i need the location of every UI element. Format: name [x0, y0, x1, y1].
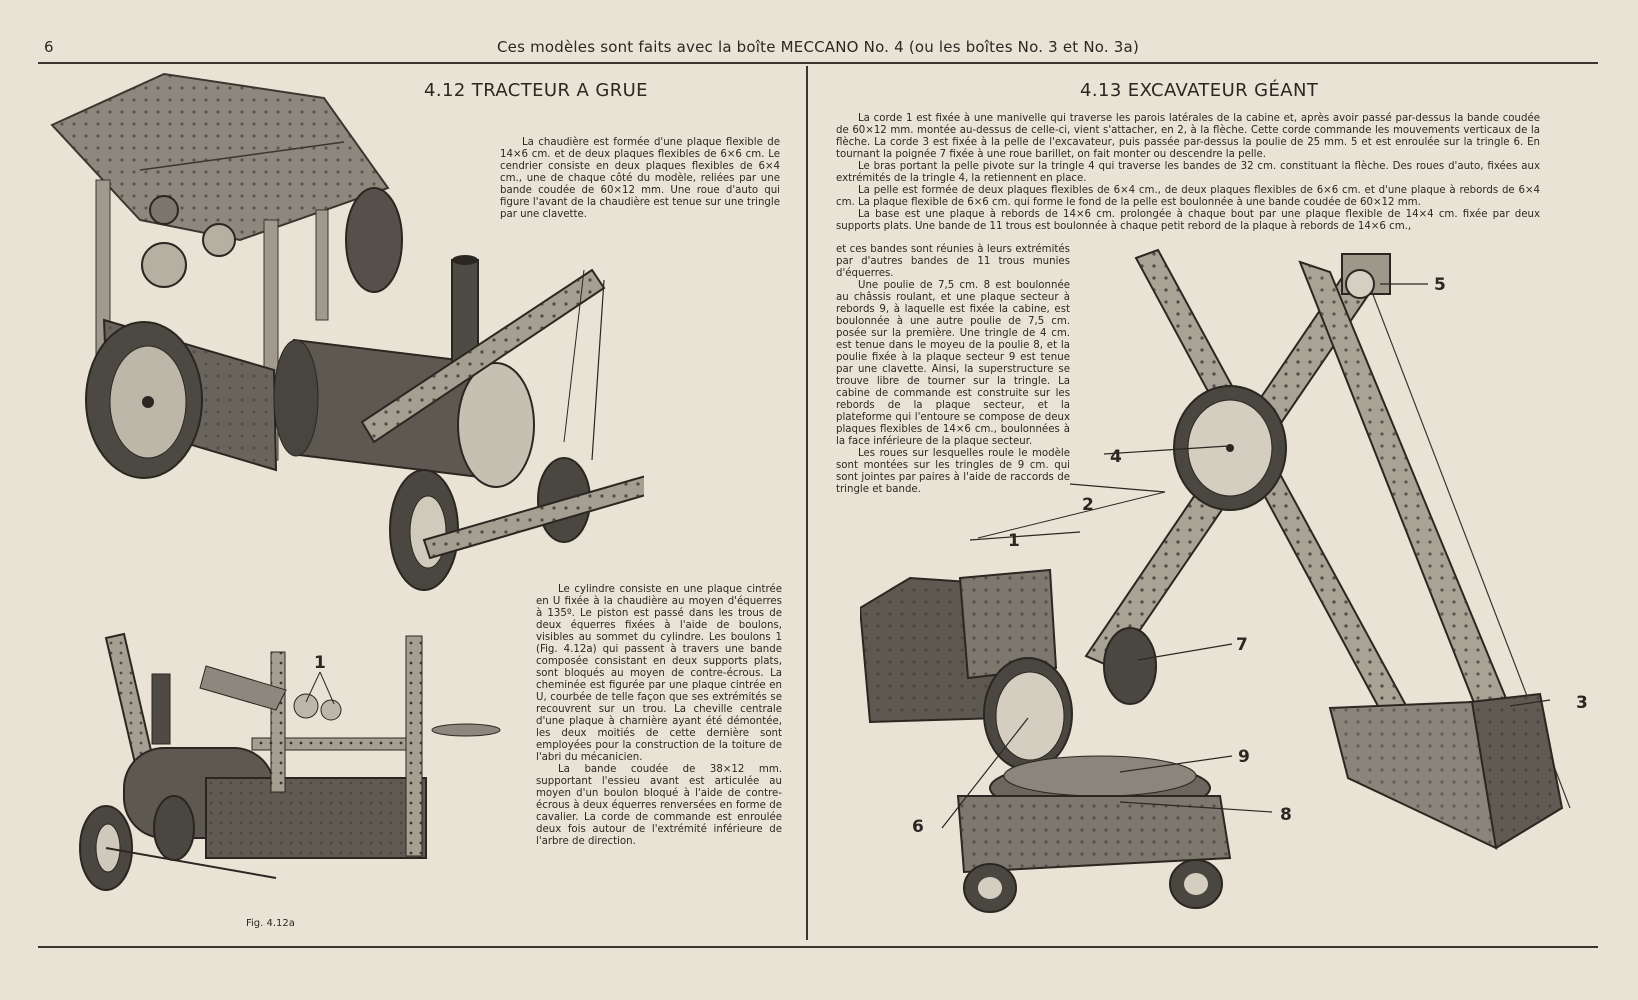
excavator-paragraph: et ces bandes sont réunies à leurs extrémités par d'autres bandes de 11 trous munies d'équerres. [836, 244, 1070, 279]
excavator-paragraph: La corde 1 est fixée à une manivelle qui traverse les parois latérales de la cabine et, après avoir passé par-dessus la bande coudée de 60×12 mm. montée au-dessus de celle-ci, vient s'attacher, en 2, à la flèche. Cette corde commande les mouvements verticaux de la flèche. La corde 3 est fixée à la pelle de l'excavateur, puis passée par-dessus la poulie de 25 mm. 5 et est enroulée sur la tringle 6. En tournant la poignée 7 fixée à une roue barillet, on fait monter ou descendre la pelle. [836, 113, 1540, 160]
model-412-boiler-text [500, 137, 780, 221]
running-title: Ces modèles sont faits avec la boîte MECCANO No. 4 (ou les boîtes No. 3 et No. 3a) [496, 38, 1139, 56]
callout-4: 4 [1110, 447, 1122, 467]
excavator-illustration [860, 248, 1600, 928]
callout-1: 1 [1008, 531, 1020, 551]
figure-caption: Fig. 4.12a [246, 918, 295, 929]
excavator-paragraph: La base est une plaque à rebords de 14×6 cm. prolongée à chaque bout par une plaque flexible de 14×4 cm. fixée par deux supports plats. Une bande de 11 trous est boulonnée à chaque petit rebord de la plaque à rebords de 14×6 cm., [836, 209, 1540, 232]
top-rule [38, 62, 1598, 64]
excavator-paragraph: Une poulie de 7,5 cm. 8 est boulonnée au châssis roulant, et une plaque secteur à rebords 9, à laquelle est fixée la cabine, est boulonnée à une autre poulie de 7,5 cm. posée sur la première. Une tringle de 4 cm. est tenue dans le moyeu de la poulie 8, et la poulie fixée à la plaque secteur 9 est tenue par une clavette. Ainsi, la superstructure se trouve libre de tourner sur la tringle. La cabine de commande est construite sur les rebords de la plaque secteur, et la plateforme qui l'entoure se compose de deux plaques flexibles de 14×6 cm., boulonnées à la face inférieure de la plaque secteur. [836, 280, 1070, 447]
column-divider [806, 66, 808, 940]
excavator-paragraph: Les roues sur lesquelles roule le modèle sont montées sur les tringles de 9 cm. qui sont jointes par paires à l'aide de raccords de tringle et bande. [836, 448, 1070, 495]
callout-5: 5 [1434, 275, 1446, 295]
callout-8: 8 [1280, 805, 1292, 825]
bottom-rule [38, 946, 1598, 948]
excavator-paragraph: La pelle est formée de deux plaques flexibles de 6×4 cm., de deux plaques flexibles de 6×6 cm. et d'une plaque à rebords de 6×4 cm. La plaque flexible de 6×6 cm. qui forme le fond de la pelle est boulonnée à une bande coudée de 60×12 mm. [836, 185, 1540, 208]
callout-7: 7 [1236, 635, 1248, 655]
cylinder-paragraph: Le cylindre consiste en une plaque cintrée en U fixée à la chaudière au moyen d'équerres à 135º. Le piston est passé dans les trous de deux équerres fixées à l'aide de boulons, visibles au sommet du cylindre. Les boulons 1 (Fig. 4.12a) qui passent à travers une bande composée consistant en deux supports plats, sont bloqués au moyen de contre-écrous. La cheminée est figurée par une plaque cintrée en U, courbée de telle façon que ses extrémités se recouvrent sur un trou. La cheville centrale d'une plaque à charnière ayant été démontée, les deux moitiés de cette dernière sont employées pour la construction de la toiture de l'abri du mécanicien. [536, 584, 782, 763]
boiler-paragraph: La chaudière est formée d'une plaque flexible de 14×6 cm. et de deux plaques flexibles de 6×6 cm. Le cendrier consiste en deux plaques flexibles de 6×4 cm., une de chaque côté du modèle, reliées par une bande coudée de 60×12 mm. Une roue d'auto qui figure l'avant de la chaudière est tenue sur une tringle par une clavette. [500, 137, 780, 220]
model-413-title: 4.13 EXCAVATEUR GÉANT [1080, 80, 1319, 101]
model-412-title: 4.12 TRACTEUR A GRUE [424, 80, 648, 101]
callout-6: 6 [912, 817, 924, 837]
callout-2: 2 [1082, 495, 1094, 515]
excavator-paragraph: Le bras portant la pelle pivote sur la tringle 4 qui traverse les bandes de 32 cm. constituant la flèche. Des roues d'auto, fixées aux extrémités de la tringle 4, la retiennent en place. [836, 161, 1540, 184]
figure-412a-illustration [76, 628, 526, 908]
model-412-cylinder-text [536, 584, 782, 848]
page-header [38, 36, 1598, 60]
callout-9: 9 [1238, 747, 1250, 767]
axle-paragraph: La bande coudée de 38×12 mm. supportant l'essieu avant est articulée au moyen d'un boulon bloqué à l'aide de contre-écrous à deux équerres renversées en forme de cavalier. La corde de commande est enroulée deux fois autour de l'extrémité inférieure de l'arbre de direction. [536, 764, 782, 847]
page-number: 6 [44, 38, 54, 56]
model-413-text-wide [836, 113, 1540, 233]
callout-3: 3 [1576, 693, 1588, 713]
fig-412a-callout-1: 1 [314, 653, 326, 673]
